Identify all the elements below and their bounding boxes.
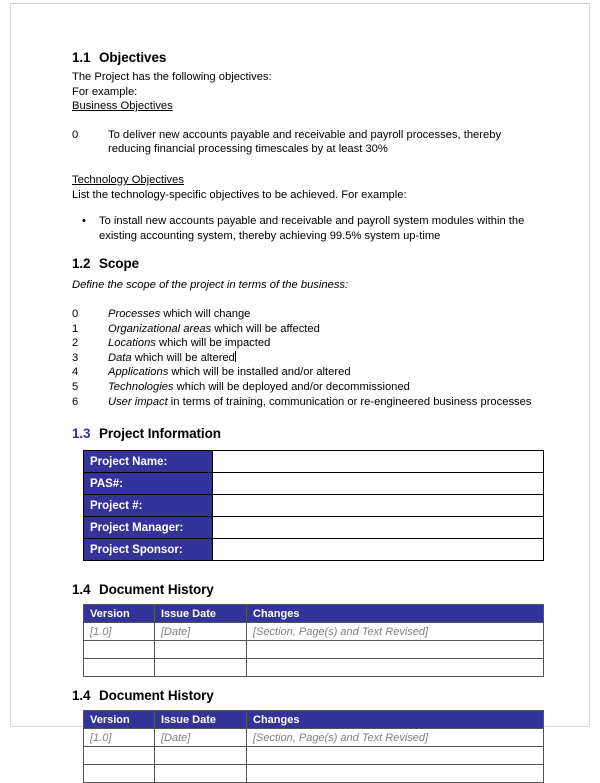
row-value-project-sponsor[interactable] xyxy=(213,539,544,561)
scope-item-emphasis: Processes xyxy=(108,307,161,320)
heading-title: Document History xyxy=(99,582,214,598)
table-row xyxy=(84,495,544,517)
table-row xyxy=(84,623,544,641)
heading-number: 1.2 xyxy=(72,256,91,272)
scope-item-emphasis: Technologies xyxy=(108,380,174,393)
cell-changes[interactable] xyxy=(247,747,544,765)
table-header-row xyxy=(84,711,544,729)
table-row xyxy=(84,641,544,659)
scope-item xyxy=(72,351,545,366)
column-header-issue-date: Issue Date xyxy=(155,605,247,623)
table-row xyxy=(84,539,544,561)
table-row xyxy=(84,765,544,783)
row-label: Project #: xyxy=(84,495,213,517)
cell-changes[interactable] xyxy=(247,641,544,659)
column-header-changes: Changes xyxy=(247,711,544,729)
row-label: Project Name: xyxy=(84,451,213,473)
business-objective-text: To deliver new accounts payable and receivable and payroll processes, thereby reducing financial processing timescales by at least 30% xyxy=(108,128,502,156)
cell-version[interactable] xyxy=(84,659,155,677)
heading-number: 1.3 xyxy=(72,426,91,442)
row-value-project-number[interactable] xyxy=(213,495,544,517)
table-row xyxy=(84,729,544,747)
technology-objective-bullet-item xyxy=(72,214,545,243)
scope-item xyxy=(72,336,545,351)
heading-document-history-2 xyxy=(72,687,545,704)
cell-changes[interactable]: [Section, Page(s) and Text Revised] xyxy=(247,729,544,747)
table-row xyxy=(84,747,544,765)
heading-objectives xyxy=(72,49,545,66)
heading-title: Project Information xyxy=(99,426,221,442)
table-row xyxy=(84,659,544,677)
scope-item-number: 0 xyxy=(72,307,79,320)
heading-number: 1.4 xyxy=(72,688,91,704)
row-label: PAS#: xyxy=(84,473,213,495)
scope-item-number: 6 xyxy=(72,395,79,408)
cell-changes[interactable]: [Section, Page(s) and Text Revised] xyxy=(247,623,544,641)
cell-changes[interactable] xyxy=(247,659,544,677)
heading-document-history-1 xyxy=(72,581,545,598)
heading-project-information xyxy=(72,425,545,442)
row-value-pas-number[interactable] xyxy=(213,473,544,495)
scope-item-emphasis: Applications xyxy=(108,366,169,379)
scope-item-emphasis: User impact xyxy=(108,395,168,408)
table-row xyxy=(84,451,544,473)
technology-objectives-heading: Technology Objectives xyxy=(72,173,184,186)
cell-version[interactable]: [1.0] xyxy=(84,623,155,641)
document-history-table-2 xyxy=(83,710,544,783)
cell-version[interactable] xyxy=(84,641,155,659)
column-header-issue-date: Issue Date xyxy=(155,711,247,729)
heading-number: 1.1 xyxy=(72,50,91,65)
scope-item xyxy=(72,365,545,380)
row-label: Project Manager: xyxy=(84,517,213,539)
cell-issue-date[interactable]: [Date] xyxy=(155,623,247,641)
row-value-project-name[interactable] xyxy=(213,451,544,473)
scope-item-emphasis: Data xyxy=(108,351,132,364)
project-information-table xyxy=(83,450,544,561)
cell-issue-date[interactable] xyxy=(155,765,247,783)
scope-item xyxy=(72,380,545,395)
scope-intro: Define the scope of the project in terms of the business: xyxy=(72,279,349,292)
cell-issue-date[interactable] xyxy=(155,659,247,677)
table-row xyxy=(84,517,544,539)
cell-issue-date[interactable] xyxy=(155,641,247,659)
cell-issue-date[interactable]: [Date] xyxy=(155,729,247,747)
scope-item-emphasis: Organizational areas xyxy=(108,322,212,335)
heading-scope xyxy=(72,255,545,272)
scope-item-rest: which will be deployed and/or decommissioned xyxy=(173,380,410,393)
scope-item-number: 1 xyxy=(72,322,79,335)
column-header-changes: Changes xyxy=(247,605,544,623)
cell-version[interactable] xyxy=(84,747,155,765)
scope-item xyxy=(72,307,545,322)
scope-item-number: 3 xyxy=(72,351,79,364)
document-content xyxy=(72,49,545,783)
objectives-intro-line1: The Project has the following objectives: xyxy=(72,71,272,83)
scope-item-number: 5 xyxy=(72,380,79,393)
business-objective-number: 0 xyxy=(72,128,79,141)
column-header-version: Version xyxy=(84,711,155,729)
row-value-project-manager[interactable] xyxy=(213,517,544,539)
business-objectives-heading: Business Objectives xyxy=(72,100,173,113)
scope-item-rest: which will be affected xyxy=(211,322,320,335)
scope-item-rest: which will change xyxy=(160,307,251,320)
scope-item-rest: in terms of training, communication or re-engineered business processes xyxy=(167,395,532,408)
table-row xyxy=(84,473,544,495)
text-cursor xyxy=(235,351,236,362)
scope-item xyxy=(72,395,545,410)
scope-item-rest: which will be altered xyxy=(131,351,235,364)
objectives-intro-line2: For example: xyxy=(72,85,138,98)
heading-number: 1.4 xyxy=(72,582,91,598)
scope-item xyxy=(72,322,545,337)
scope-item-rest: which will be impacted xyxy=(155,337,271,350)
scope-item-rest: which will be installed and/or altered xyxy=(168,366,351,379)
scope-item-emphasis: Locations xyxy=(108,337,156,350)
heading-title: Scope xyxy=(99,256,140,272)
document-history-table-1 xyxy=(83,604,544,677)
cell-changes[interactable] xyxy=(247,765,544,783)
column-header-version: Version xyxy=(84,605,155,623)
technology-objectives-intro: List the technology-specific objectives to be achieved. For example: xyxy=(72,188,407,201)
technology-objective-text: To install new accounts payable and receivable and payroll system modules within the existing accounting system, thereby achieving 99.5% system up-time xyxy=(99,215,525,242)
cell-version[interactable] xyxy=(84,765,155,783)
scope-item-number: 2 xyxy=(72,337,79,350)
row-label: Project Sponsor: xyxy=(84,539,213,561)
table-header-row xyxy=(84,605,544,623)
business-objective-item xyxy=(72,128,545,157)
document-page xyxy=(10,3,590,744)
cell-issue-date[interactable] xyxy=(155,747,247,765)
heading-title: Document History xyxy=(99,688,214,704)
cell-version[interactable]: [1.0] xyxy=(84,729,155,747)
heading-title: Objectives xyxy=(99,50,167,65)
bullet-icon: • xyxy=(82,215,86,228)
scope-item-number: 4 xyxy=(72,366,79,379)
